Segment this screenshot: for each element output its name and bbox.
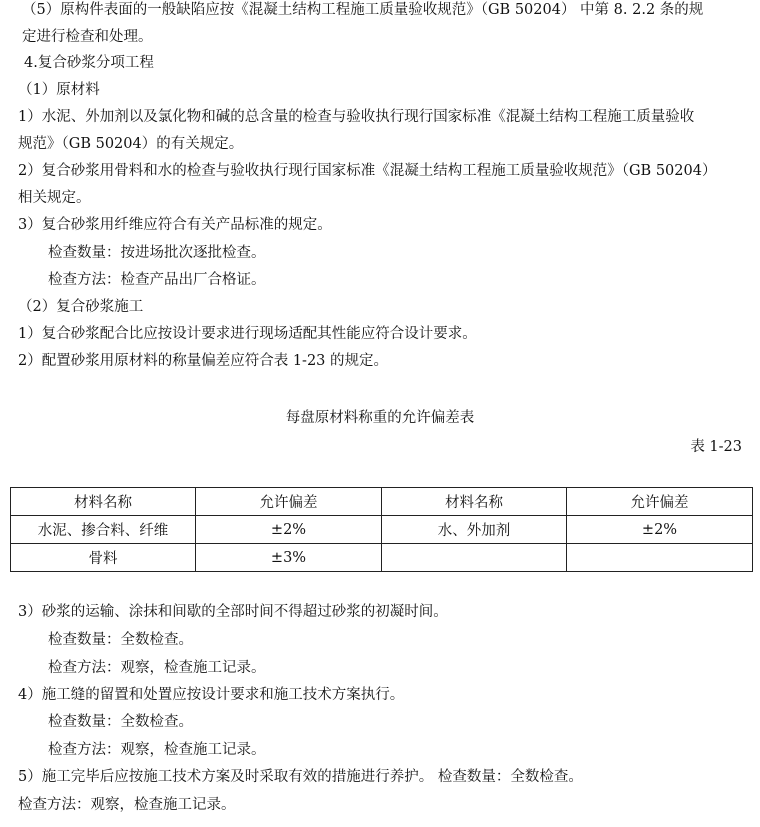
table-cell bbox=[567, 544, 753, 572]
inspection-method: 检查方法：观察，检查施工记录。 bbox=[48, 742, 266, 758]
text-line: 1）水泥、外加剂以及氯化物和碱的总含量的检查与验收执行现行国家标准《混凝土结构工程施工质量验收 bbox=[18, 109, 695, 125]
table-header-cell: 材料名称 bbox=[11, 488, 196, 516]
table-number: 表 1-23 bbox=[690, 439, 742, 455]
text-line: 相关规定。 bbox=[18, 190, 91, 206]
inspection-quantity: 检查数量：全数检查。 bbox=[48, 632, 193, 648]
table-header-row bbox=[11, 488, 753, 516]
inspection-quantity: 检查数量：按进场批次逐批检查。 bbox=[48, 245, 266, 261]
text-line: 5）施工完毕后应按施工技术方案及时采取有效的措施进行养护。 检查数量：全数检查。 bbox=[18, 769, 583, 785]
table-cell: 骨料 bbox=[11, 544, 196, 572]
table-cell: 水、外加剂 bbox=[382, 516, 567, 544]
table-cell: ±2% bbox=[567, 516, 753, 544]
inspection-method: 检查方法：检查产品出厂合格证。 bbox=[48, 272, 266, 288]
text-line: 1）复合砂浆配合比应按设计要求进行现场适配其性能应符合设计要求。 bbox=[18, 326, 477, 342]
table-row bbox=[11, 516, 753, 544]
text-line: 定进行检查和处理。 bbox=[22, 29, 153, 45]
text-line: 2）配置砂浆用原材料的称量偏差应符合表 1-23 的规定。 bbox=[18, 353, 389, 369]
inspection-method: 检查方法：观察，检查施工记录。 bbox=[18, 797, 236, 813]
inspection-method: 检查方法：观察，检查施工记录。 bbox=[48, 660, 266, 676]
table-header-cell: 材料名称 bbox=[382, 488, 567, 516]
text-line: （5）原构件表面的一般缺陷应按《混凝土结构工程施工质量验收规范》（GB 50204） 中第 8. 2.2 条的规 bbox=[22, 2, 704, 18]
text-line: 2）复合砂浆用骨料和水的检查与验收执行现行国家标准《混凝土结构工程施工质量验收规范》（GB 50204） bbox=[18, 163, 717, 179]
table-header-cell: 允许偏差 bbox=[567, 488, 753, 516]
section-heading: 4.复合砂浆分项工程 bbox=[24, 55, 154, 71]
table-cell: ±3% bbox=[196, 544, 382, 572]
text-line: 3）砂浆的运输、涂抹和间歇的全部时间不得超过砂浆的初凝时间。 bbox=[18, 604, 448, 620]
inspection-quantity: 检查数量：全数检查。 bbox=[48, 714, 193, 730]
text-line: 4）施工缝的留置和处置应按设计要求和施工技术方案执行。 bbox=[18, 687, 405, 703]
subsection-heading: （2）复合砂浆施工 bbox=[18, 299, 144, 315]
subsection-heading: （1）原材料 bbox=[18, 82, 100, 98]
table-header-cell: 允许偏差 bbox=[196, 488, 382, 516]
table-cell: ±2% bbox=[196, 516, 382, 544]
text-line: 规范》（GB 50204）的有关规定。 bbox=[18, 136, 244, 152]
tolerance-table bbox=[10, 487, 753, 572]
table-cell bbox=[382, 544, 567, 572]
table-title: 每盘原材料称重的允许偏差表 bbox=[285, 410, 475, 426]
table-cell: 水泥、掺合料、纤维 bbox=[11, 516, 196, 544]
text-line: 3）复合砂浆用纤维应符合有关产品标准的规定。 bbox=[18, 217, 332, 233]
table-row bbox=[11, 544, 753, 572]
